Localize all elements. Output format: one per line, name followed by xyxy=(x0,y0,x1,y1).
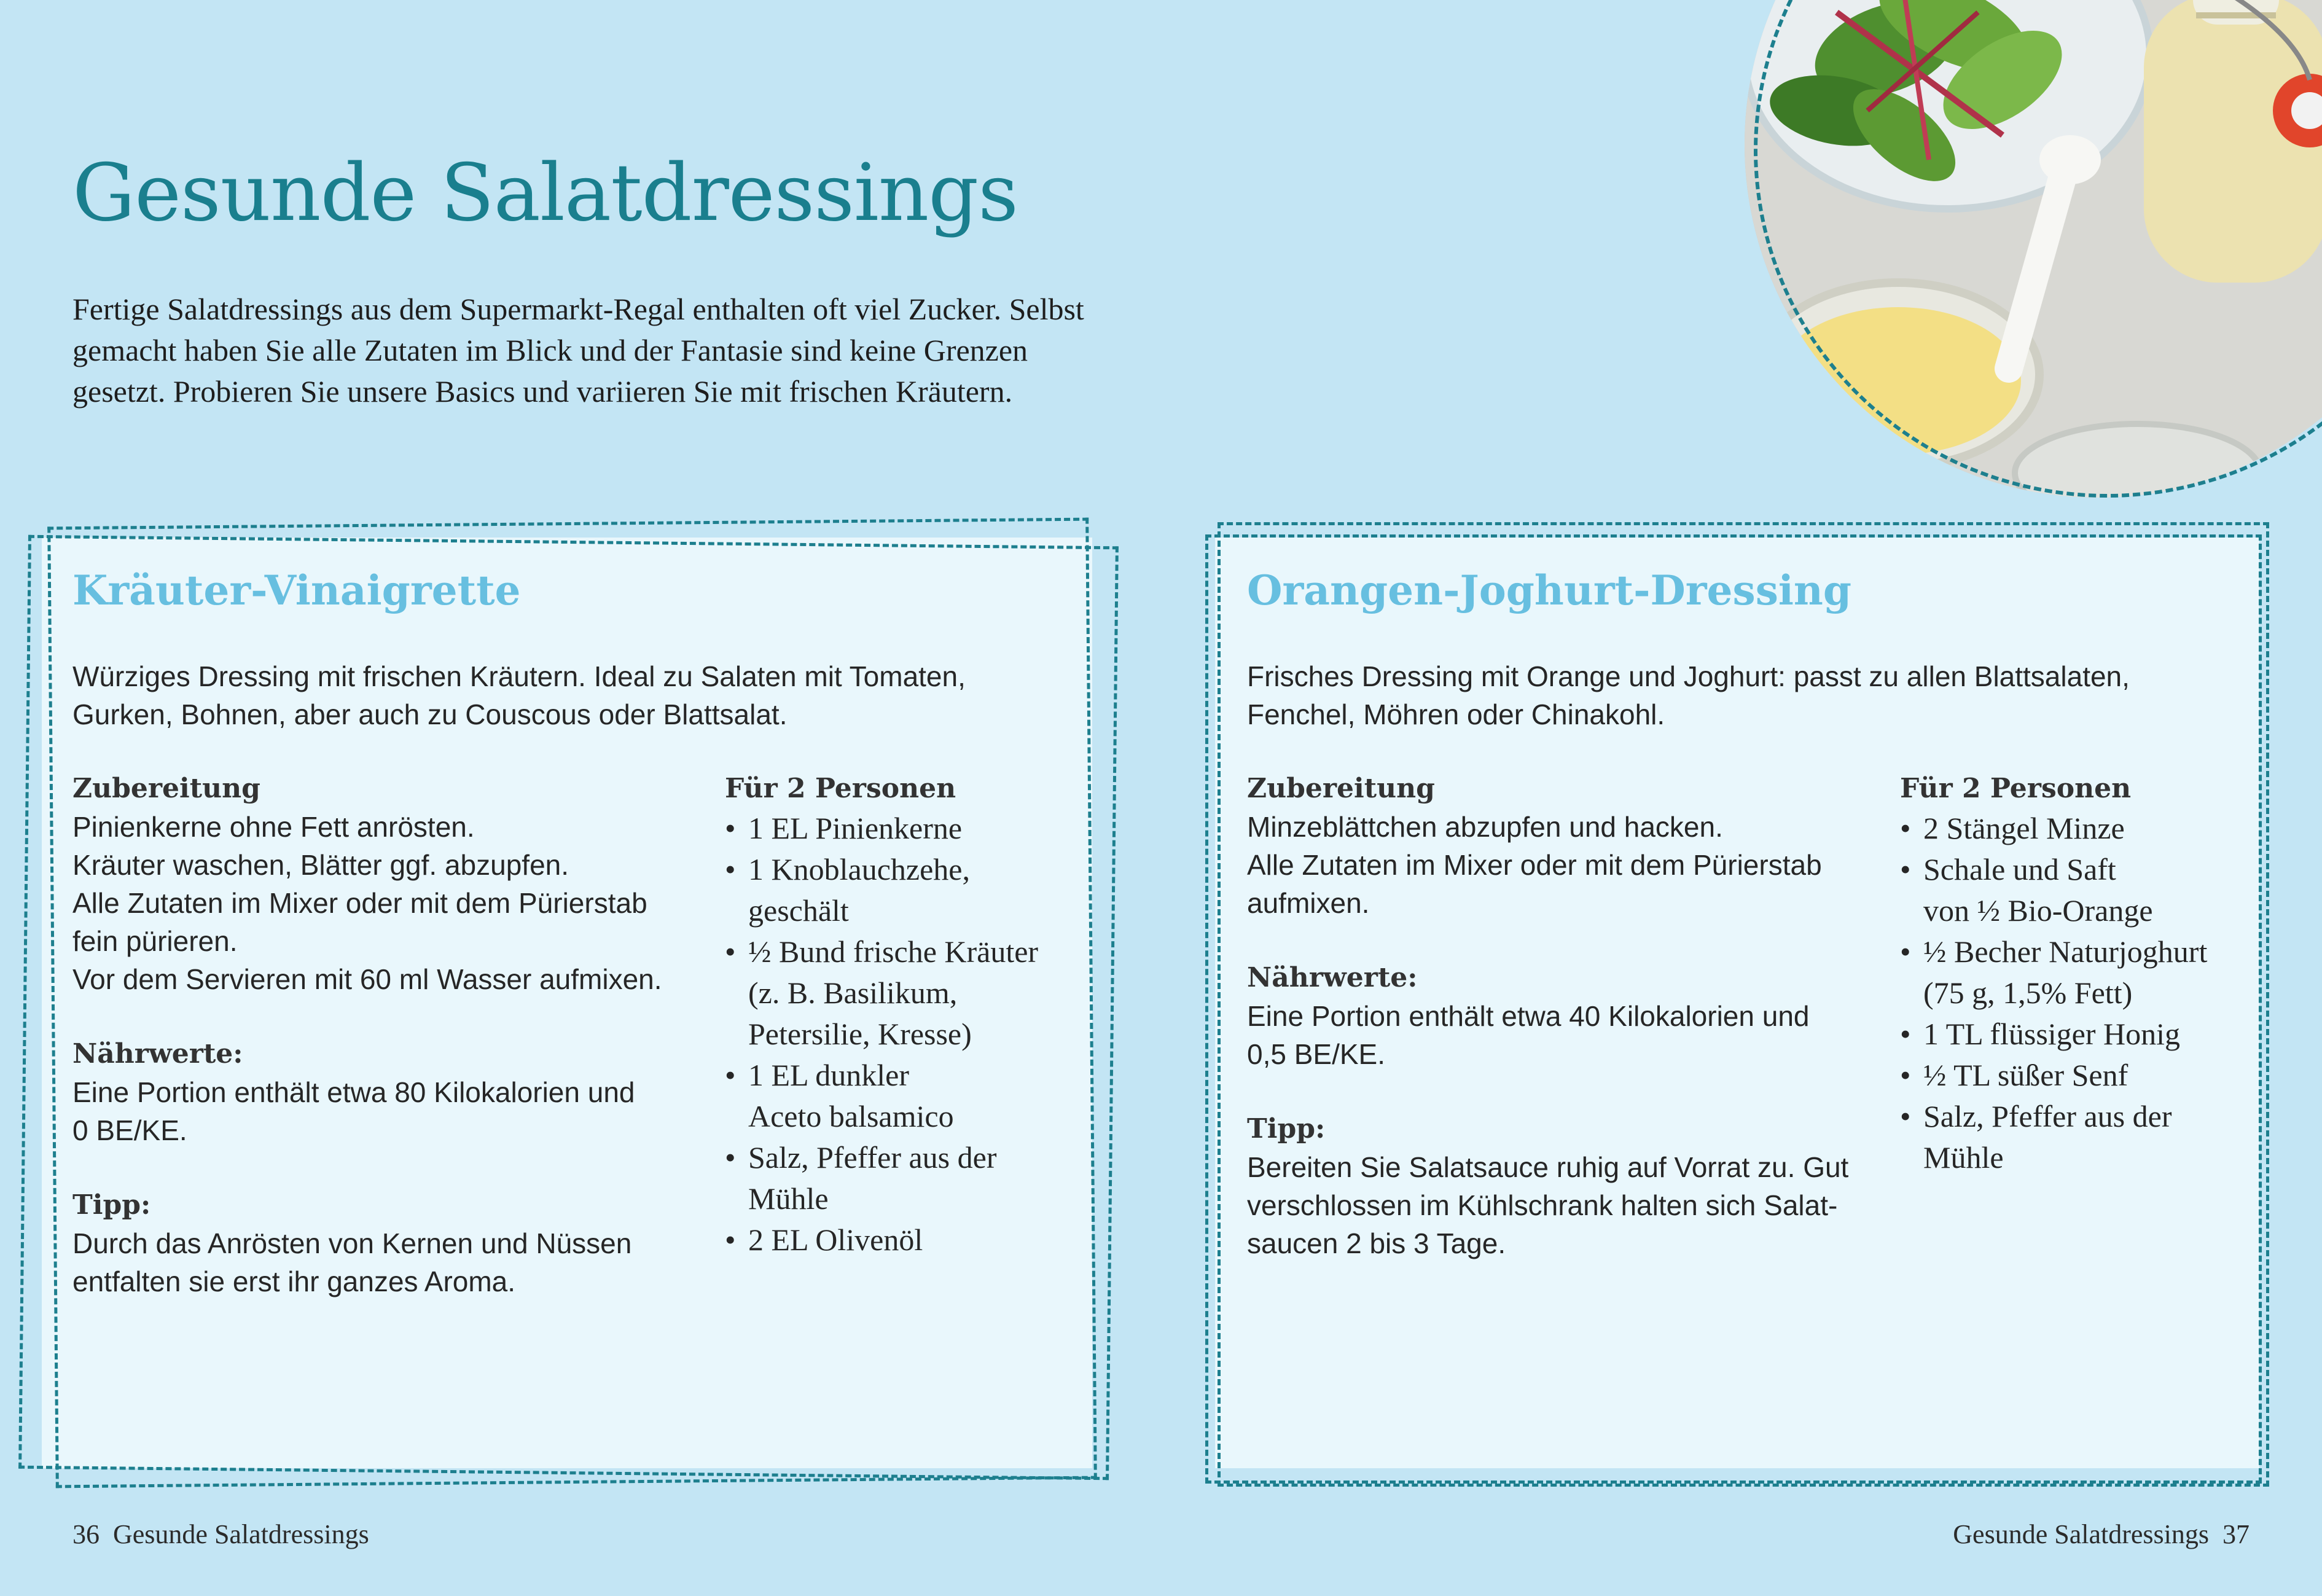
footer-right xyxy=(1953,1519,2250,1550)
nutrition-line: 0,5 BE/KE. xyxy=(1247,1038,1386,1070)
page-intro: Fertige Salatdressings aus dem Supermarkt-Regal enthalten oft viel Zucker. Selbst gemacht haben Sie alle Zutaten im Blick und der Fantasie sind keine Grenzen gesetzt. Probieren Sie unsere Basics und variieren Sie mit frischen Kräutern. xyxy=(72,292,1084,409)
ingredient-item: • Schale und Saft von ½ Bio-Orange xyxy=(1900,849,2244,931)
recipe-intro: Frisches Dressing mit Orange und Joghurt: passt zu allen Blattsalaten, Fenchel, Möhren oder Chinakohl. xyxy=(1247,660,2130,730)
recipe-instructions xyxy=(72,770,699,1301)
servings-heading: Für 2 Personen xyxy=(725,773,956,804)
ingredient-item: • Salz, Pfeffer aus der Mühle xyxy=(1900,1096,2244,1178)
prep-heading: Zubereitung xyxy=(1247,773,1435,804)
recipe-instructions xyxy=(1247,770,1874,1262)
ingredient-item: • Salz, Pfeffer aus der Mühle xyxy=(725,1137,1069,1219)
tip-line: verschlossen im Kühlschrank halten sich Salat- xyxy=(1247,1189,1838,1221)
nutrition-line: Eine Portion enthält etwa 80 Kilokalorien und xyxy=(72,1076,635,1108)
servings-heading: Für 2 Personen xyxy=(1900,773,2132,804)
prep-line: Pinienkerne ohne Fett anrösten. xyxy=(72,811,475,843)
prep-line: fein pürieren. xyxy=(72,925,238,957)
prep-line: Alle Zutaten im Mixer oder mit dem Pürierstab xyxy=(1247,849,1822,881)
ingredient-item: • 2 EL Olivenöl xyxy=(725,1219,1069,1261)
page-title: Gesunde Salatdressings xyxy=(72,147,1018,239)
tip-line: entfalten sie erst ihr ganzes Aroma. xyxy=(72,1265,516,1297)
footer-left xyxy=(72,1519,369,1550)
prep-line: aufmixen. xyxy=(1247,887,1370,919)
tip-heading: Tipp: xyxy=(72,1189,151,1221)
prep-line: Kräuter waschen, Blätter ggf. abzupfen. xyxy=(72,849,569,881)
ingredient-item: • ½ Becher Naturjoghurt (75 g, 1,5% Fett) xyxy=(1900,931,2244,1014)
ingredient-list xyxy=(1900,770,2244,1178)
nutrition-heading: Nährwerte: xyxy=(1247,962,1418,993)
photo-dashed-ring xyxy=(1754,0,2322,498)
page-number-right: 37 xyxy=(2222,1519,2250,1549)
ingredient-item: • 1 EL Pinienkerne xyxy=(725,808,1069,849)
ingredient-item: • 1 EL dunkler Aceto balsamico xyxy=(725,1055,1069,1137)
footer-label-right: Gesunde Salatdressings xyxy=(1953,1519,2209,1549)
tip-heading: Tipp: xyxy=(1247,1113,1326,1144)
recipe-title: Orangen-Joghurt-Dressing xyxy=(1247,566,1852,614)
tip-line: Bereiten Sie Salatsauce ruhig auf Vorrat zu. Gut xyxy=(1247,1151,1849,1183)
nutrition-heading: Nährwerte: xyxy=(72,1038,243,1070)
ingredient-item: • ½ Bund frische Kräuter (z. B. Basilikum, Petersilie, Kresse) xyxy=(725,931,1069,1055)
ingredient-item: • 1 TL flüssiger Honig xyxy=(1900,1014,2244,1055)
recipe-title: Kräuter-Vinaigrette xyxy=(72,566,521,614)
ingredient-item: • ½ TL süßer Senf xyxy=(1900,1055,2244,1096)
tip-line: Durch das Anrösten von Kernen und Nüssen xyxy=(72,1227,632,1259)
prep-heading: Zubereitung xyxy=(72,773,260,804)
ingredient-item: • 1 Knoblauchzehe, geschält xyxy=(725,849,1069,931)
prep-line: Vor dem Servieren mit 60 ml Wasser aufmixen. xyxy=(72,963,662,995)
nutrition-line: Eine Portion enthält etwa 40 Kilokalorien und xyxy=(1247,1000,1810,1032)
prep-line: Alle Zutaten im Mixer oder mit dem Pürierstab xyxy=(72,887,647,919)
page-number-left: 36 xyxy=(72,1519,100,1549)
footer-label-left: Gesunde Salatdressings xyxy=(113,1519,369,1549)
tip-line: saucen 2 bis 3 Tage. xyxy=(1247,1227,1506,1259)
ingredient-list xyxy=(725,770,1069,1261)
recipe-intro: Würziges Dressing mit frischen Kräutern. Ideal zu Salaten mit Tomaten, Gurken, Bohnen, aber auch zu Couscous oder Blattsalat. xyxy=(72,660,966,730)
ingredient-item: • 2 Stängel Minze xyxy=(1900,808,2244,849)
nutrition-line: 0 BE/KE. xyxy=(72,1114,187,1146)
prep-line: Minzeblättchen abzupfen und hacken. xyxy=(1247,811,1723,843)
